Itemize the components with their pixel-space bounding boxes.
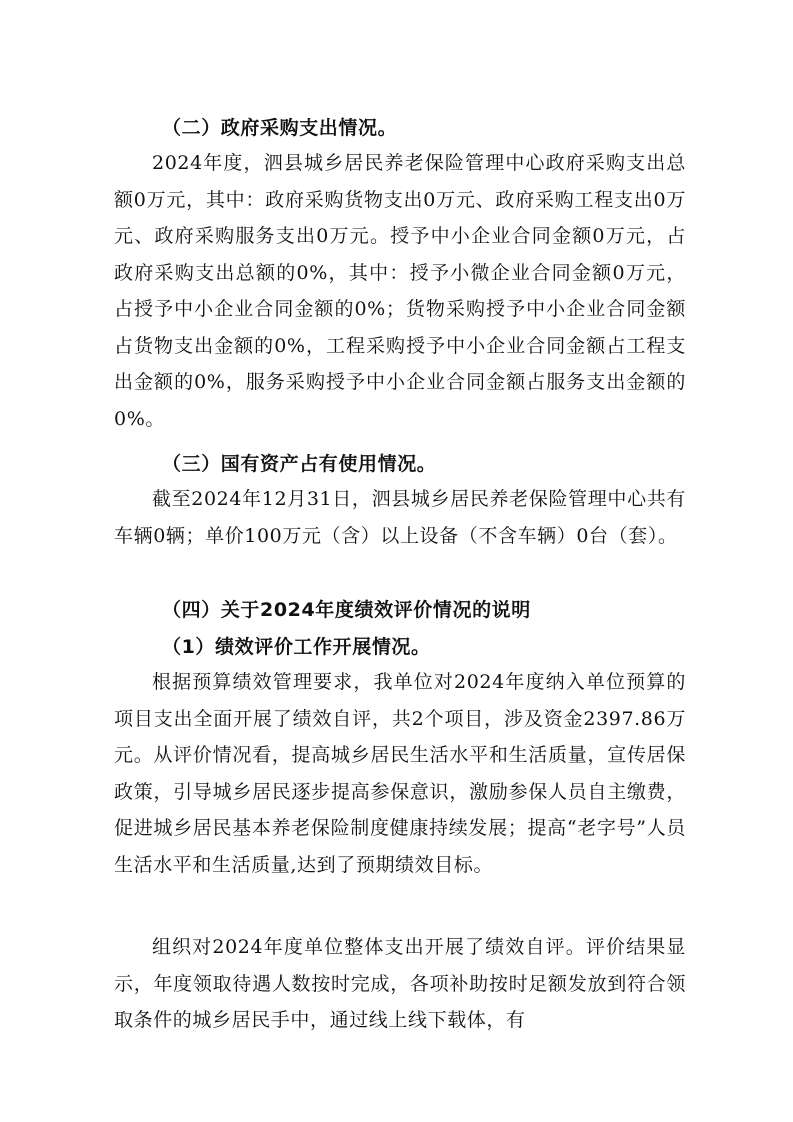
paragraph-state-assets: 截至2024年12月31日，泗县城乡居民养老保险管理中心共有车辆0辆；单价100万元（含）以上设备（不含车辆）0台（套）。 xyxy=(114,488,686,547)
sub-heading-performance-work: （1）绩效评价工作开展情况。 xyxy=(162,636,431,658)
section-heading-state-assets: （三）国有资产占有使用情况。 xyxy=(162,453,437,475)
paragraph-performance-overall: 组织对2024年度单位整体支出开展了绩效自评。评价结果显示，年度领取待遇人数按时完成，各项补助按时足额发放到符合领取条件的城乡居民手中，通过线上线下载体，有 xyxy=(114,936,686,1031)
section-heading-gov-procurement: （二）政府采购支出情况。 xyxy=(162,117,398,139)
paragraph-gov-procurement: 2024年度，泗县城乡居民养老保险管理中心政府采购支出总额0万元，其中：政府采购货物支出0万元、政府采购工程支出0万元、政府采购服务支出0万元。授予中小企业合同金额0万元，占政府采购支出总额的0%，其中：授予小微企业合同金额0万元，占授予中小企业合同金额的0%；货物采购授予中小企业合同金额占货物支出金额的0%，工程采购授予中小企业合同金额占工程支出金额的0%，服务采购授予中小企业合同金额占服务支出金额的0%。 xyxy=(114,152,686,430)
paragraph-performance-projects: 根据预算绩效管理要求，我单位对2024年度纳入单位预算的项目支出全面开展了绩效自评，共2个项目，涉及资金2397.86万元。从评价情况看，提高城乡居民生活水平和生活质量，宣传居保政策，引导城乡居民逐步提高参保意识，激励参保人员自主缴费，促进城乡居民基本养老保险制度健康持续发展；提高“老字号”人员生活水平和生活质量,达到了预期绩效目标。 xyxy=(114,671,686,876)
section-heading-performance: （四）关于2024年度绩效评价情况的说明 xyxy=(162,599,531,621)
